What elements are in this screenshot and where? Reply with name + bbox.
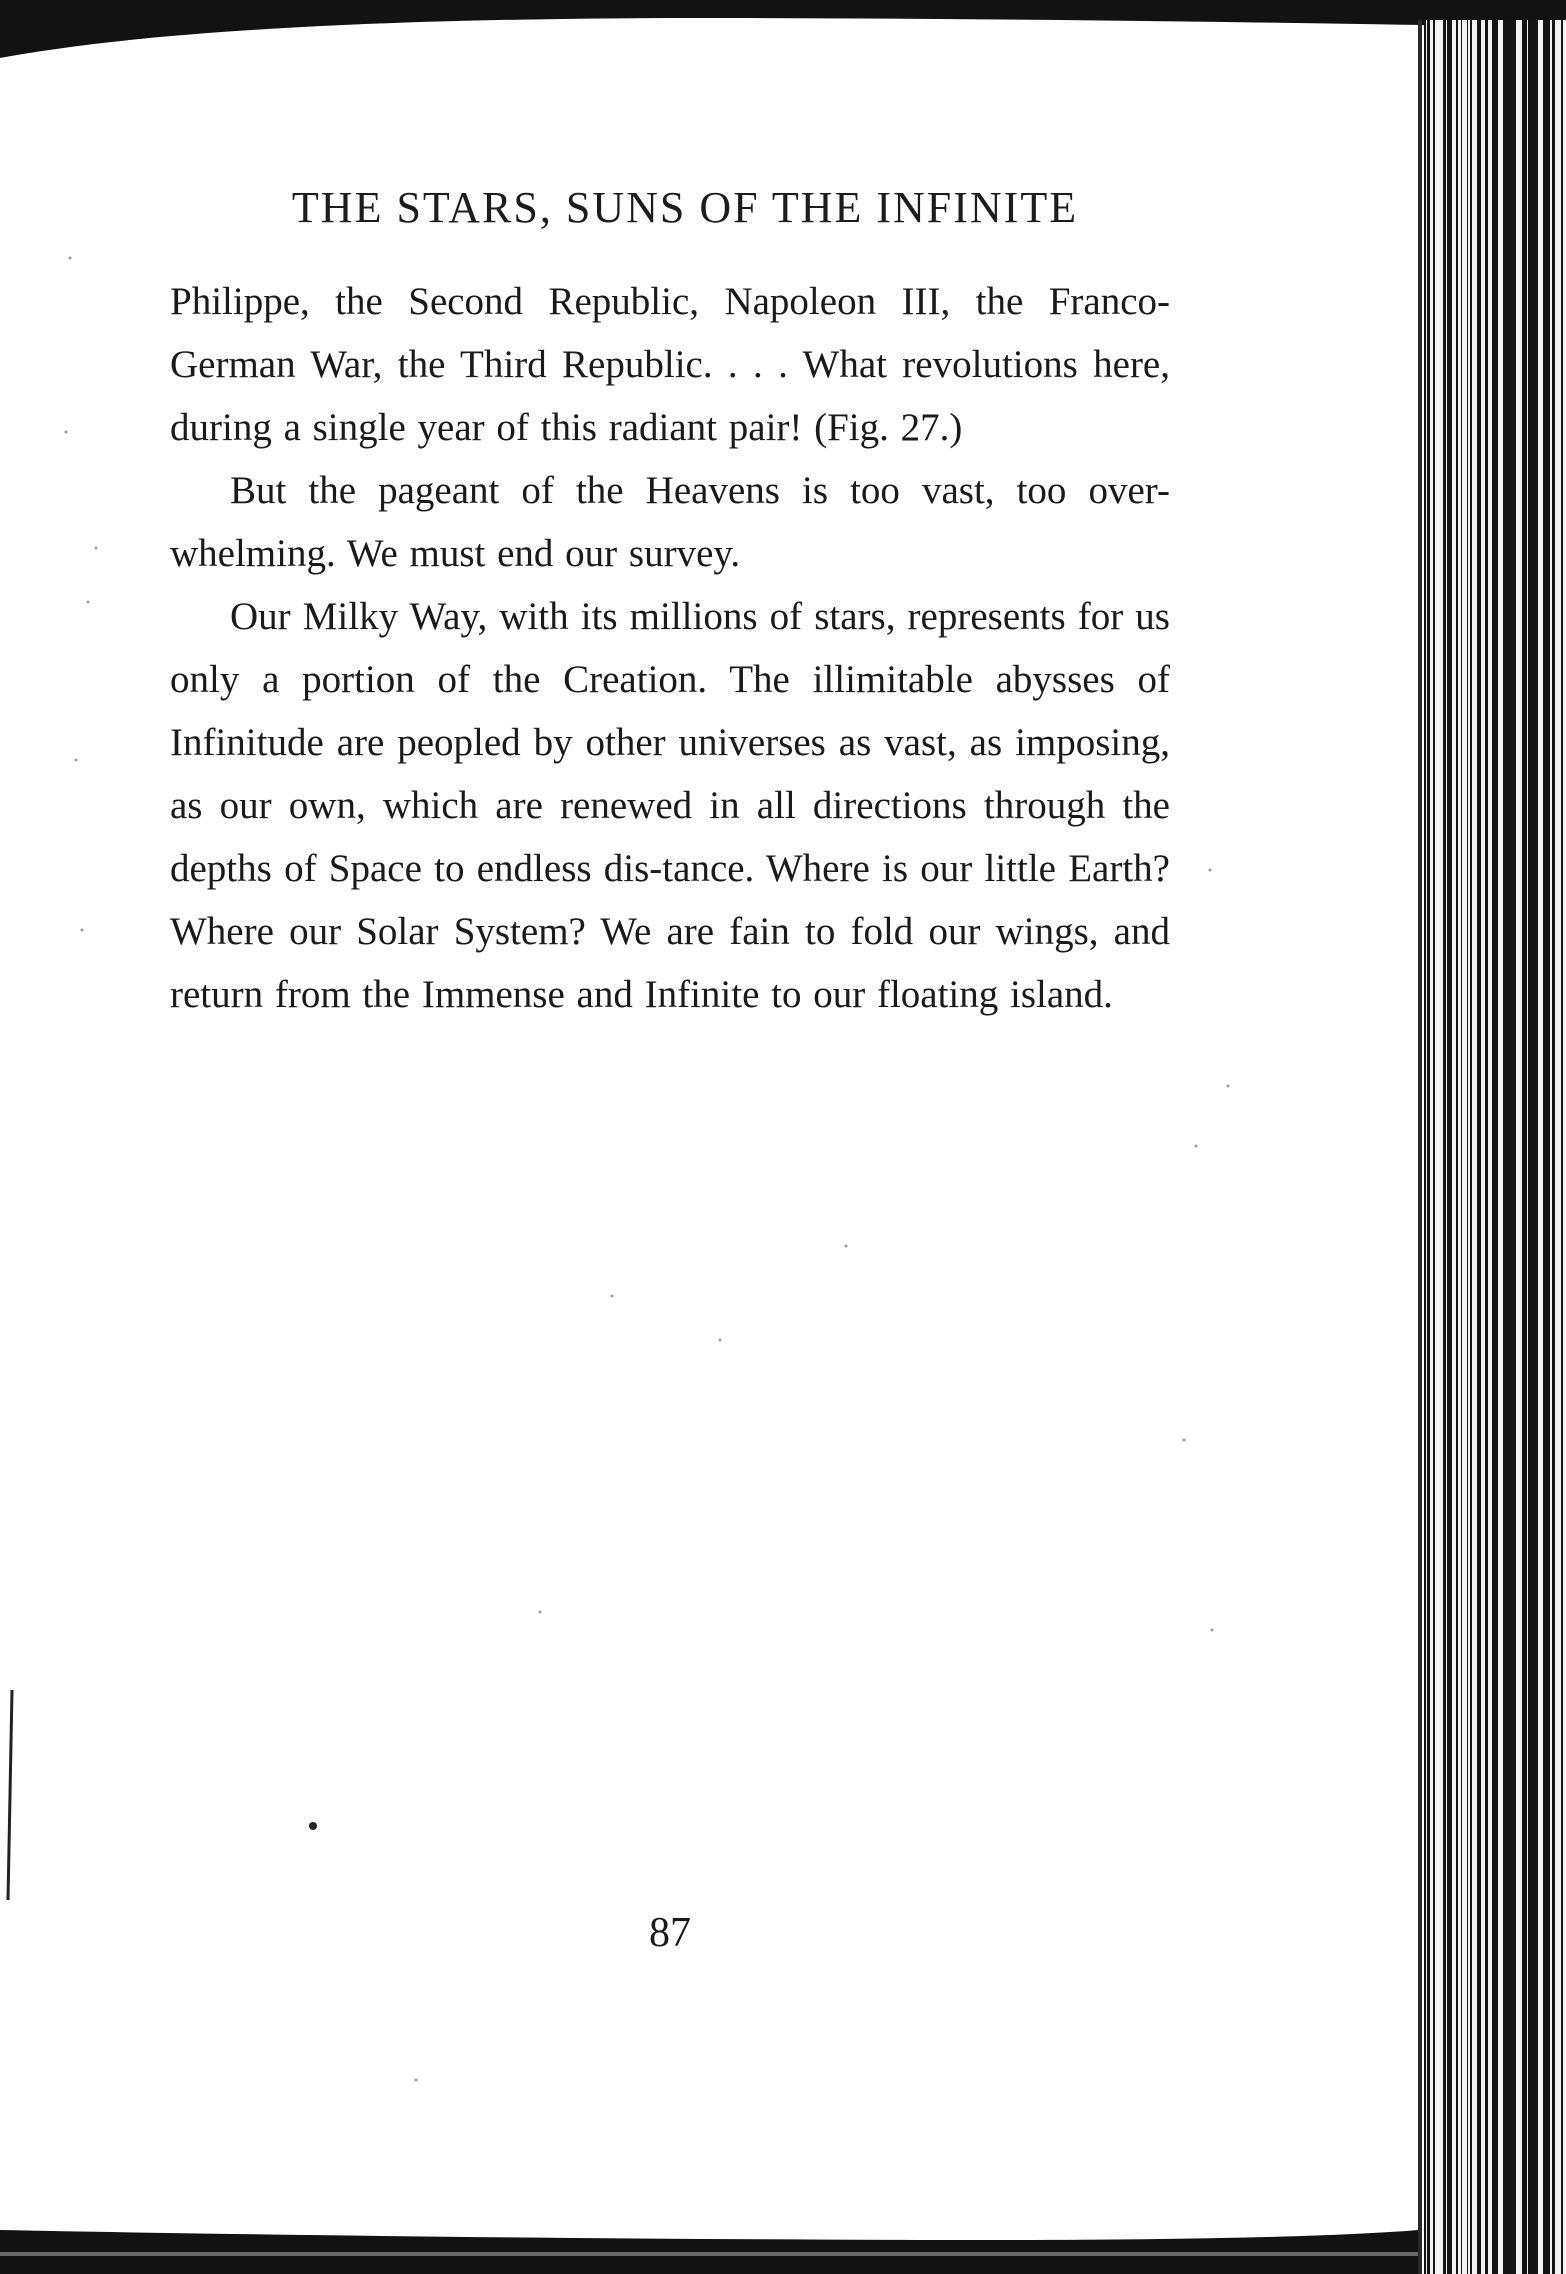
page-edge-line [1468, 20, 1470, 2274]
scan-bottom-shadow [0, 2200, 1566, 2274]
page-edge-line [1532, 20, 1534, 2274]
page-edge-line [1534, 20, 1537, 2274]
page-edge-line [1503, 20, 1505, 2274]
page-edge-line [1447, 20, 1451, 2274]
page-edge-line [1505, 20, 1509, 2274]
page-edge-line [1481, 20, 1482, 2274]
page-edge-line [1430, 20, 1433, 2274]
page-edge-line [1513, 20, 1516, 2274]
page-edge-line [1443, 20, 1446, 2274]
page-edge-line [1561, 20, 1563, 2274]
page-edge-line [1470, 20, 1471, 2274]
page-edge-line [1467, 20, 1468, 2274]
body-text [170, 270, 1170, 1026]
page-edge-line [1446, 20, 1447, 2274]
page-edge-line [1426, 20, 1427, 2274]
page-edge-line [1482, 20, 1484, 2274]
page-edge-line [1492, 20, 1494, 2274]
page-edge-line [1438, 20, 1440, 2274]
page-edge-line [1543, 20, 1546, 2274]
page-edge-border [1418, 20, 1422, 2274]
page-block-edge [1418, 20, 1566, 2274]
page-edge-line [1555, 20, 1559, 2274]
page-edge-line [1462, 20, 1464, 2274]
page-edge-line [1522, 20, 1525, 2274]
page-edge-line [1451, 20, 1452, 2274]
page-edge-line [1472, 20, 1474, 2274]
page-edge-line [1461, 20, 1462, 2274]
page-number: 87 [649, 1910, 691, 1956]
left-margin-scratch [8, 1690, 12, 1900]
page-edge-line [1531, 20, 1532, 2274]
bottom-edge-graphic [0, 2200, 1566, 2274]
page-edge-line [1424, 20, 1426, 2274]
page-edge-line [1509, 20, 1513, 2274]
running-head: THE STARS, SUNS OF THE INFINITE [291, 183, 1079, 232]
page-edge-line [1559, 20, 1561, 2274]
paragraph-1: Philippe, the Second Republic, Napoleon III, the Franco-German War, the Third Republic. . . . What revolutions here, during a single year of this radiant pair! (Fig. 27.) [170, 280, 1170, 449]
page-edge-line [1564, 20, 1565, 2274]
page-edge-line [1494, 20, 1496, 2274]
page-edge-line [1519, 20, 1521, 2274]
page-edge-line [1440, 20, 1443, 2274]
page-edge-line [1525, 20, 1527, 2274]
page-edge-line [1427, 20, 1429, 2274]
page-edge-line [1563, 20, 1564, 2274]
page-edge-line [1552, 20, 1555, 2274]
page-edge-line [1527, 20, 1528, 2274]
page-edge-line [1516, 20, 1519, 2274]
page-edge-line [1456, 20, 1458, 2274]
page-edge-line [1485, 20, 1488, 2274]
page-edge-line [1496, 20, 1498, 2274]
page-edge-line [1435, 20, 1438, 2274]
paragraph-3: Our Milky Way, with its millions of stars, represents for us only a portion of the Creation. The illimitable abysses of Infinitude are peopled by other universes as vast, as imposing, as our own, which are renewed in all directions through the depths of Space to endless dis-tance. Where is our little Earth? Where our Solar System? We are fain to fold our wings, and return from the Immense and Infinite to our floating island. [170, 595, 1170, 1016]
page-edge-line [1464, 20, 1467, 2274]
page-edge-line [1538, 20, 1542, 2274]
page-edge-line [1549, 20, 1550, 2274]
page-edge-line [1429, 20, 1430, 2274]
page-edge-line [1546, 20, 1549, 2274]
page-edge-line [1488, 20, 1492, 2274]
top-edge-graphic [0, 0, 1566, 62]
page-edge-line [1471, 20, 1472, 2274]
page-edge-line [1498, 20, 1500, 2274]
page-edge-line [1537, 20, 1538, 2274]
page-edge-line [1528, 20, 1531, 2274]
paragraph-2: But the pageant of the Heavens is too vast, too over-whelming. We must end our survey. [170, 469, 1170, 575]
page-edge-line [1551, 20, 1552, 2274]
page-edge-line [1521, 20, 1522, 2274]
page-edge-line [1484, 20, 1485, 2274]
page-edge-line [1433, 20, 1435, 2274]
page-edge-line [1458, 20, 1461, 2274]
page-edge-line [1474, 20, 1477, 2274]
scan-top-shadow [0, 0, 1566, 62]
page-edge-line [1452, 20, 1456, 2274]
page-edge-line [1477, 20, 1481, 2274]
page-edge-line [1542, 20, 1543, 2274]
page-edge-graphic [1418, 20, 1566, 2274]
page-edge-line [1500, 20, 1503, 2274]
page-edge-line [1550, 20, 1551, 2274]
ink-dot [309, 1822, 317, 1830]
